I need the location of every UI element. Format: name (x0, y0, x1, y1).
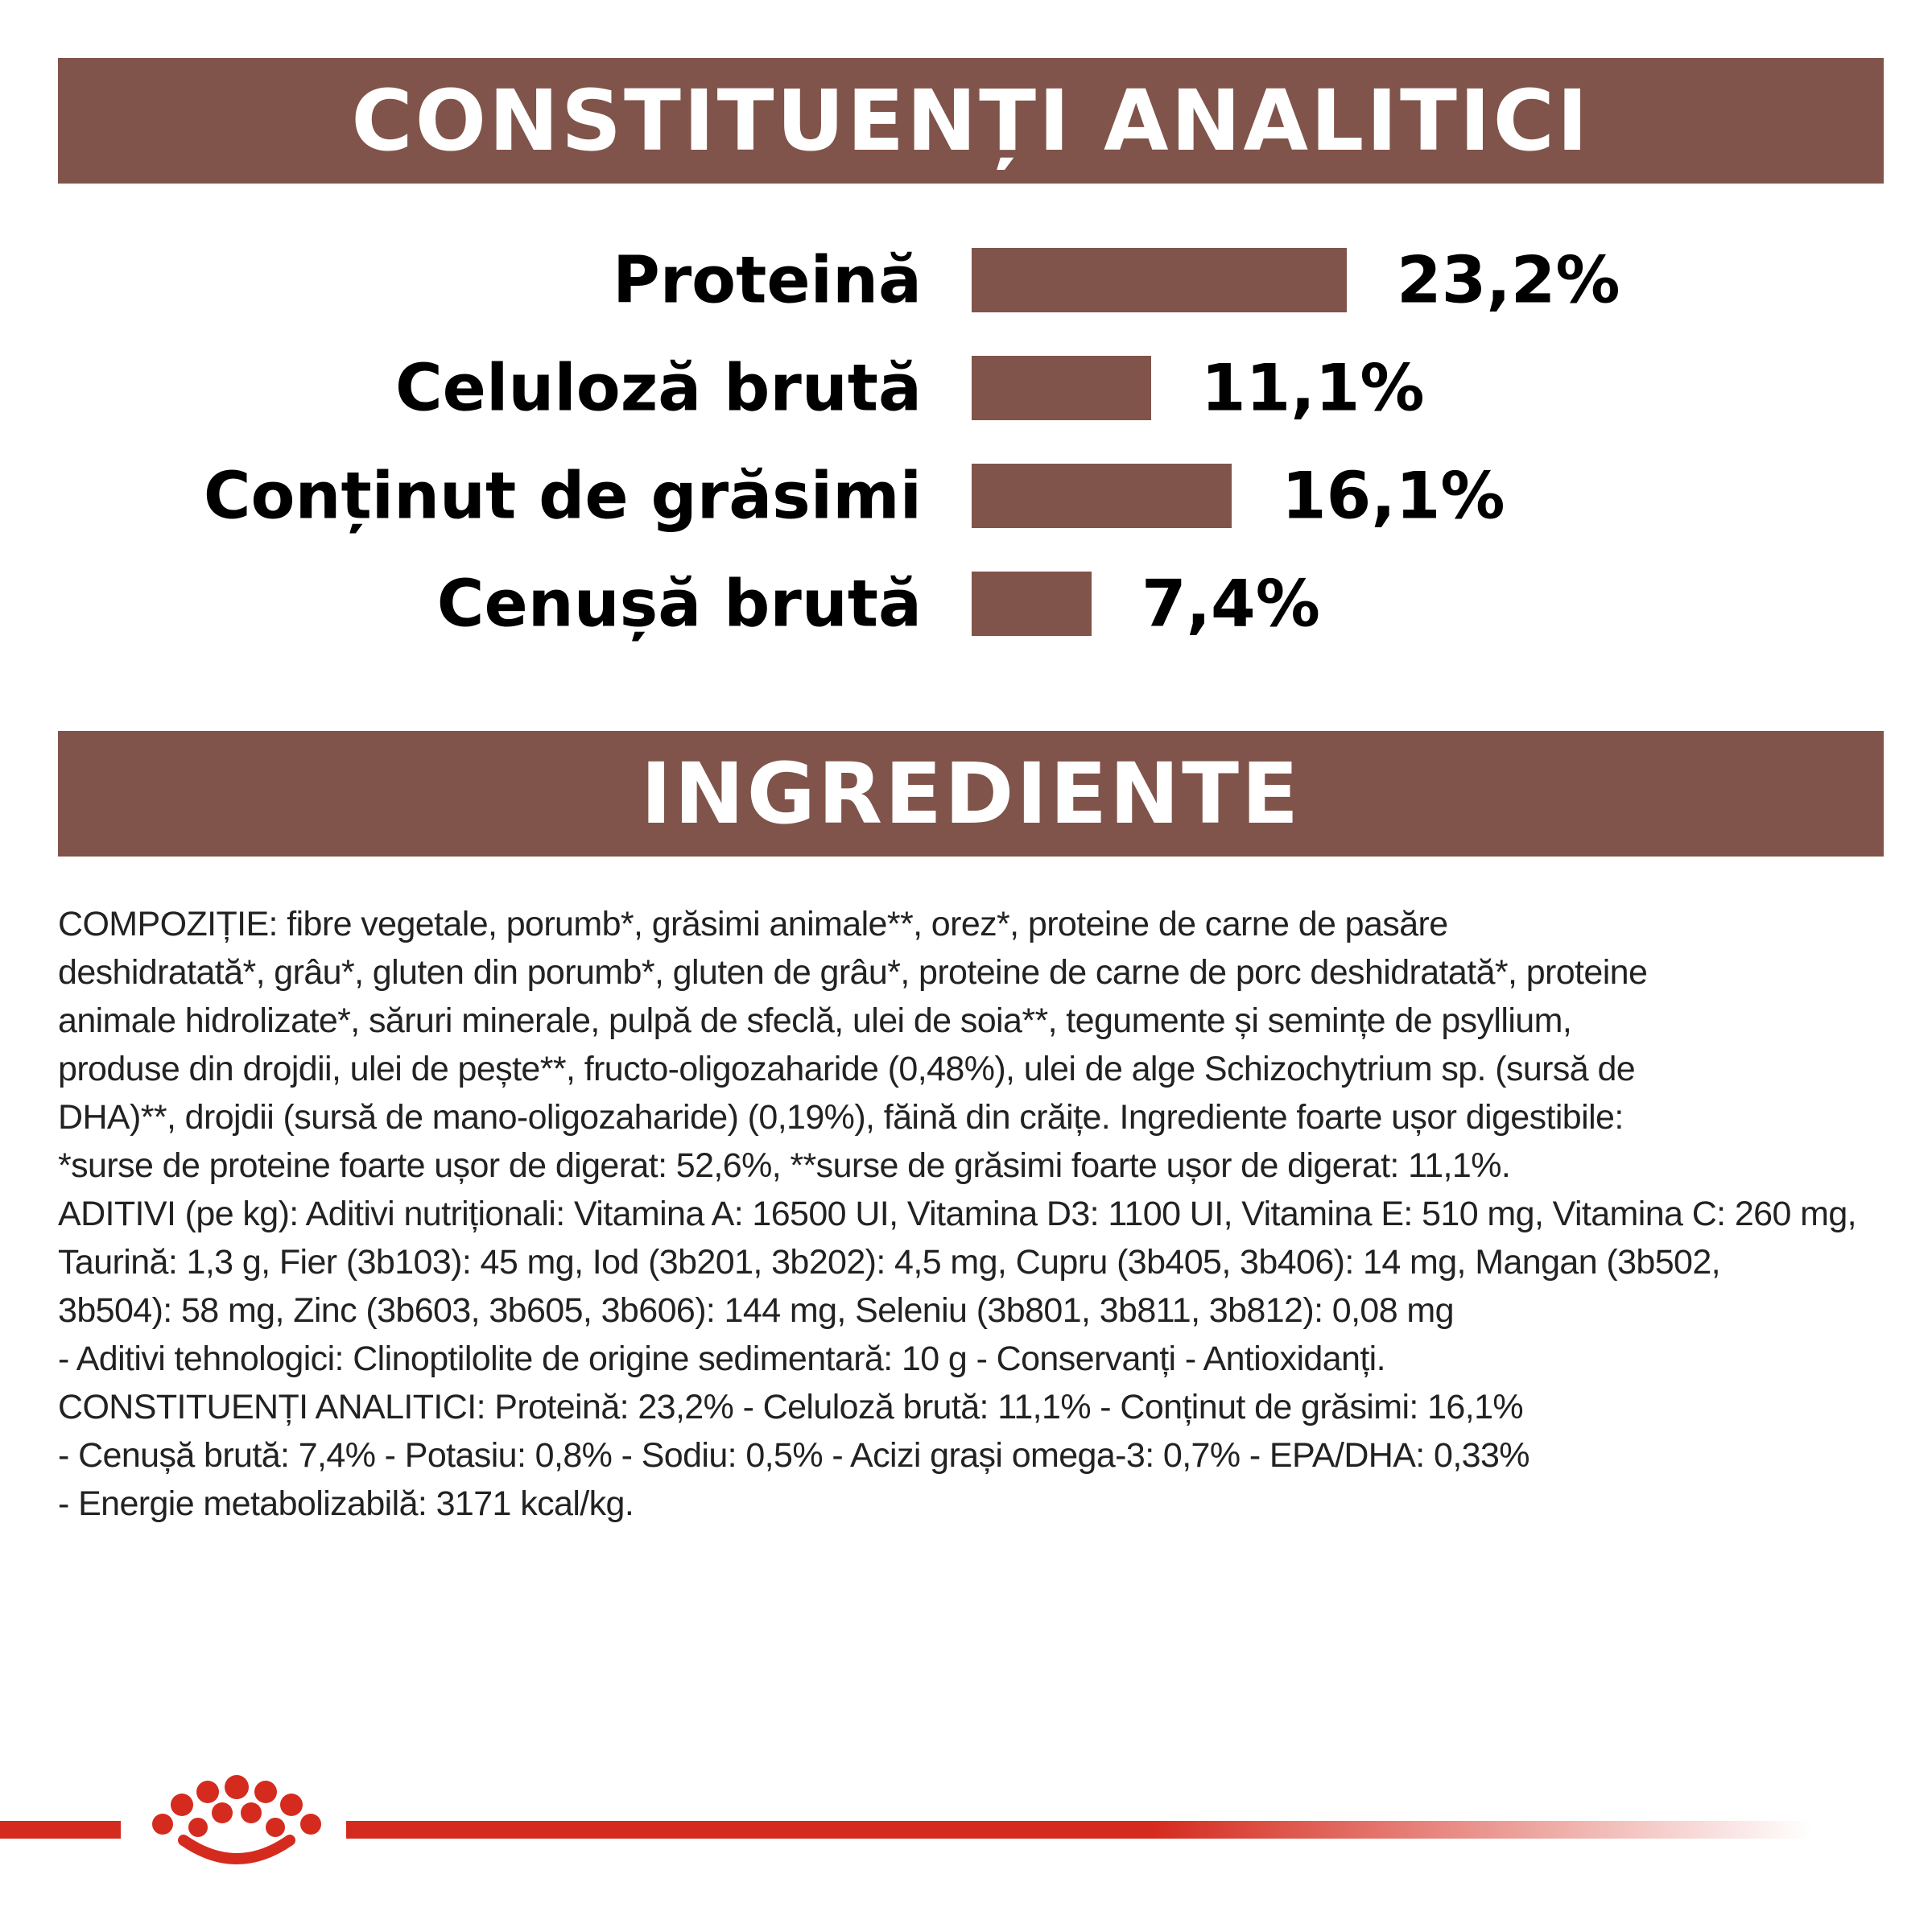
composition-text (58, 900, 1901, 1528)
crown-logo-icon (137, 1771, 338, 1868)
value-label: 11,1% (1201, 350, 1425, 426)
composition-line: ADITIVI (pe kg): Aditivi nutriționali: Vitamina A: 16500 UI, Vitamina D3: 1100 UI, Vitamina E: 510 mg, Vitamina C: 260 mg, (58, 1195, 1857, 1233)
value-label: 23,2% (1397, 242, 1620, 318)
bar (972, 248, 1347, 312)
composition-line: animale hidrolizate*, săruri minerale, pulpă de sfeclă, ulei de soia**, tegumente și semințe de psyllium, (58, 1001, 1572, 1040)
category-label: Celuloză brută (394, 350, 922, 426)
analytic-heading: CONSTITUENȚI ANALITICI (351, 72, 1591, 170)
composition-line: *surse de proteine foarte ușor de digerat: 52,6%, **surse de grăsimi foarte ușor de digerat: 11,1%. (58, 1146, 1511, 1185)
bar (972, 464, 1232, 528)
analytic-bar-chart (0, 225, 1932, 676)
composition-line: 3b504): 58 mg, Zinc (3b603, 3b605, 3b606): 144 mg, Seleniu (3b801, 3b811, 3b812): 0,08 mg (58, 1291, 1454, 1330)
footer-line-right (346, 1821, 1811, 1839)
footer-line-left (0, 1821, 121, 1839)
ingredients-heading-band (58, 731, 1884, 857)
composition-line: deshidratată*, grâu*, gluten din porumb*, gluten de grâu*, proteine de carne de porc deshidratată*, proteine (58, 953, 1648, 992)
composition-line: produse din drojdii, ulei de pește**, fructo-oligozaharide (0,48%), ulei de alge Schizochytrium sp. (sursă de (58, 1050, 1636, 1088)
category-label: Cenușă brută (436, 566, 922, 642)
ingredients-heading: INGREDIENTE (640, 745, 1302, 843)
bar (972, 572, 1092, 636)
composition-line: Taurină: 1,3 g, Fier (3b103): 45 mg, Iod (3b201, 3b202): 4,5 mg, Cupru (3b405, 3b406): 14 mg, Mangan (3b502, (58, 1243, 1721, 1282)
value-label: 7,4% (1141, 566, 1320, 642)
category-label: Proteină (613, 242, 922, 318)
category-label: Conținut de grăsimi (203, 458, 922, 534)
composition-line: COMPOZIȚIE: fibre vegetale, porumb*, grăsimi animale**, orez*, proteine de carne de pasăre (58, 905, 1448, 943)
value-label: 16,1% (1282, 458, 1505, 534)
composition-line: CONSTITUENȚI ANALITICI: Proteină: 23,2% - Celuloză brută: 11,1% - Conținut de grăsimi: 16,1% (58, 1388, 1524, 1426)
composition-line: DHA)**, drojdii (sursă de mano-oligozaharide) (0,19%), făină din crăițe. Ingrediente foarte ușor digestibile: (58, 1098, 1624, 1137)
composition-line: - Cenușă brută: 7,4% - Potasiu: 0,8% - Sodiu: 0,5% - Acizi grași omega-3: 0,7% - EPA/DHA: 0,33% (58, 1436, 1530, 1475)
composition-line: - Energie metabolizabilă: 3171 kcal/kg. (58, 1484, 634, 1523)
composition-line: - Aditivi tehnologici: Clinoptilolite de origine sedimentară: 10 g - Conservanți - Antioxidanți. (58, 1340, 1385, 1378)
bar (972, 356, 1151, 420)
analytic-heading-band (58, 58, 1884, 184)
